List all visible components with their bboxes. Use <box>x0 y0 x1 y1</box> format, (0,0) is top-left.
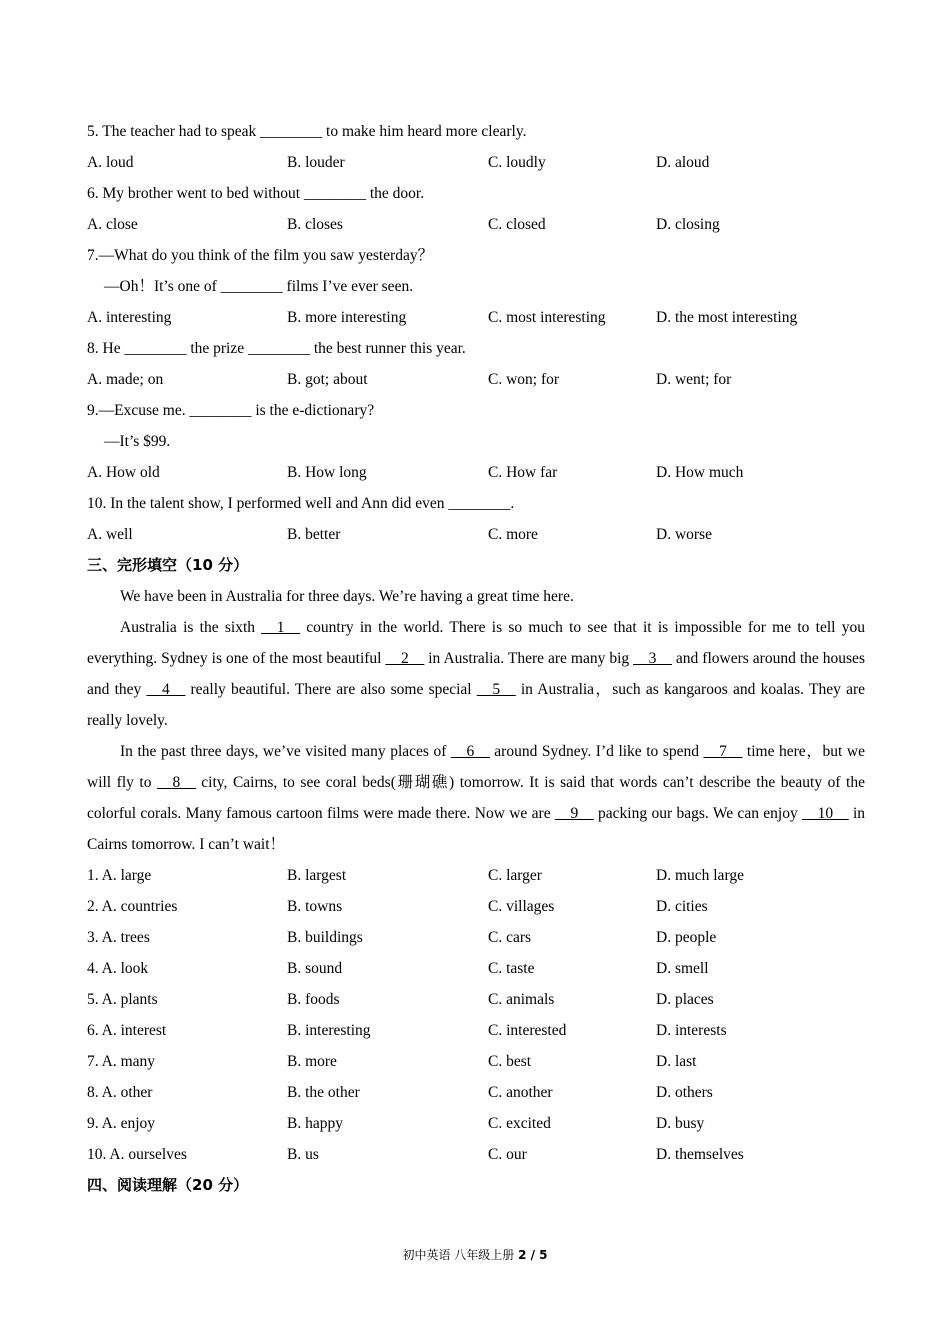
option-c: C. How far <box>488 464 558 481</box>
option-d: D. busy <box>656 1115 705 1132</box>
text: around Sydney. I’d like to spend <box>489 743 704 760</box>
question-stem: 7.—What do you think of the film you saw yesterday？ <box>87 247 434 264</box>
question-7 <box>87 240 865 333</box>
text: country in the world. There is so much to see that it is impossible for me to tell you everything. Sydney is one of the most beautiful <box>87 619 865 667</box>
section-heading-cloze: 三、完形填空（10 分） <box>87 556 249 574</box>
option-c: C. villages <box>488 898 555 915</box>
option-c: C. interested <box>488 1022 567 1039</box>
option-a: A. made; on <box>87 371 164 388</box>
text: city, Cairns, to see coral beds(珊瑚礁) tomorrow. It is said that words can’t describe the beauty of the colorful corals. Many famous cartoon films were made there. Now we are <box>87 774 865 822</box>
option-a: A. loud <box>87 154 134 171</box>
option-b: B. got; about <box>287 371 368 388</box>
option-a: 6. A. interest <box>87 1022 167 1039</box>
option-a: 1. A. large <box>87 867 152 884</box>
cloze-option-row <box>87 953 865 984</box>
option-b: B. How long <box>287 464 367 481</box>
options-row <box>87 302 865 333</box>
cloze-option-row <box>87 1046 865 1077</box>
question-reply: —Oh！It’s one of ________ films I’ve ever seen. <box>104 278 414 295</box>
option-c: C. loudly <box>488 154 546 171</box>
option-a: 5. A. plants <box>87 991 158 1008</box>
page-footer <box>0 1246 950 1263</box>
option-c: C. won; for <box>488 371 560 388</box>
option-b: B. sound <box>287 960 343 977</box>
option-d: D. themselves <box>656 1146 744 1163</box>
text: in Australia. There are many big <box>424 650 634 667</box>
option-d: D. aloud <box>656 154 710 171</box>
option-d: D. worse <box>656 526 712 543</box>
option-b: B. foods <box>287 991 340 1008</box>
question-stem: 6. My brother went to bed without ________ the door. <box>87 185 425 202</box>
cloze-option-row <box>87 1139 865 1170</box>
blank-2: __2__ <box>385 650 425 667</box>
option-b: B. more <box>287 1053 337 1070</box>
option-a: 10. A. ourselves <box>87 1146 187 1163</box>
cloze-option-row <box>87 984 865 1015</box>
question-reply: —It’s $99. <box>104 433 171 450</box>
option-d: D. places <box>656 991 714 1008</box>
option-c: C. more <box>488 526 538 543</box>
footer-text: 初中英语 八年级上册 <box>402 1248 519 1262</box>
question-stem: 8. He ________ the prize ________ the best runner this year. <box>87 340 466 357</box>
section-heading-reading: 四、阅读理解（20 分） <box>87 1176 249 1194</box>
option-d: D. How much <box>656 464 744 481</box>
option-a: A. well <box>87 526 133 543</box>
blank-9: __9__ <box>554 805 594 822</box>
option-d: D. interests <box>656 1022 727 1039</box>
cloze-paragraph-1: We have been in Australia for three days. We’re having a great time here. <box>120 588 574 605</box>
cloze-option-row <box>87 860 865 891</box>
option-d: D. the most interesting <box>656 309 798 326</box>
question-9 <box>87 395 865 488</box>
blank-1: __1__ <box>261 619 301 636</box>
option-b: B. towns <box>287 898 343 915</box>
text: In the past three days, we’ve visited many places of <box>120 743 451 760</box>
option-b: B. us <box>287 1146 319 1163</box>
question-stem: 5. The teacher had to speak ________ to make him heard more clearly. <box>87 123 527 140</box>
option-a: 9. A. enjoy <box>87 1115 156 1132</box>
page-number: 2 / 5 <box>518 1248 548 1262</box>
blank-4: __4__ <box>146 681 186 698</box>
blank-3: __3__ <box>633 650 672 667</box>
question-10 <box>87 488 865 550</box>
option-d: D. closing <box>656 216 720 233</box>
options-row <box>87 519 865 550</box>
option-c: C. most interesting <box>488 309 606 326</box>
blank-8: __8__ <box>157 774 196 791</box>
text: really beautiful. There are also some special <box>185 681 477 698</box>
option-d: D. went; for <box>656 371 732 388</box>
option-c: C. animals <box>488 991 555 1008</box>
option-b: B. the other <box>287 1084 360 1101</box>
option-c: C. best <box>488 1053 532 1070</box>
options-row <box>87 209 865 240</box>
question-stem: 10. In the talent show, I performed well and Ann did even ________. <box>87 495 515 512</box>
question-5 <box>87 116 865 178</box>
option-c: C. cars <box>488 929 532 946</box>
option-d: D. cities <box>656 898 708 915</box>
option-a: 3. A. trees <box>87 929 150 946</box>
option-d: D. much large <box>656 867 744 884</box>
option-c: C. taste <box>488 960 535 977</box>
blank-5: __5__ <box>476 681 516 698</box>
option-a: 4. A. look <box>87 960 149 977</box>
options-row <box>87 364 865 395</box>
text: in Australia，such as kangaroos and koalas. They are really lovely. <box>87 681 865 729</box>
text: time here，but we will fly to <box>87 743 865 791</box>
text: and flowers around the houses and they <box>87 650 865 698</box>
option-a: 2. A. countries <box>87 898 178 915</box>
question-stem: 9.—Excuse me. ________ is the e-dictionary? <box>87 402 375 419</box>
cloze-option-row <box>87 922 865 953</box>
question-8 <box>87 333 865 395</box>
option-b: B. louder <box>287 154 345 171</box>
option-d: D. others <box>656 1084 713 1101</box>
option-d: D. smell <box>656 960 709 977</box>
option-a: A. interesting <box>87 309 172 326</box>
options-row <box>87 147 865 178</box>
cloze-option-row <box>87 1077 865 1108</box>
option-c: C. our <box>488 1146 527 1163</box>
option-b: B. more interesting <box>287 309 407 326</box>
option-b: B. better <box>287 526 341 543</box>
blank-6: __6__ <box>450 743 490 760</box>
option-a: 7. A. many <box>87 1053 156 1070</box>
cloze-option-row <box>87 1015 865 1046</box>
options-row <box>87 457 865 488</box>
cloze-options-list <box>87 860 865 1170</box>
text: in Cairns tomorrow. I can’t wait！ <box>87 805 865 853</box>
question-6 <box>87 178 865 240</box>
cloze-paragraph-3 <box>87 736 865 860</box>
option-d: D. people <box>656 929 717 946</box>
text: packing our bags. We can enjoy <box>593 805 803 822</box>
option-c: C. larger <box>488 867 542 884</box>
option-c: C. excited <box>488 1115 551 1132</box>
option-a: A. How old <box>87 464 160 481</box>
blank-10: __10__ <box>802 805 849 822</box>
cloze-paragraph-2 <box>87 612 865 736</box>
option-a: A. close <box>87 216 138 233</box>
option-b: B. largest <box>287 867 347 884</box>
option-b: B. interesting <box>287 1022 371 1039</box>
option-c: C. another <box>488 1084 553 1101</box>
cloze-option-row <box>87 1108 865 1139</box>
option-b: B. buildings <box>287 929 363 946</box>
blank-7: __7__ <box>703 743 743 760</box>
exam-page <box>87 116 865 1201</box>
option-b: B. happy <box>287 1115 343 1132</box>
option-c: C. closed <box>488 216 546 233</box>
option-a: 8. A. other <box>87 1084 153 1101</box>
text: Australia is the sixth <box>120 619 262 636</box>
option-d: D. last <box>656 1053 697 1070</box>
cloze-option-row <box>87 891 865 922</box>
option-b: B. closes <box>287 216 343 233</box>
